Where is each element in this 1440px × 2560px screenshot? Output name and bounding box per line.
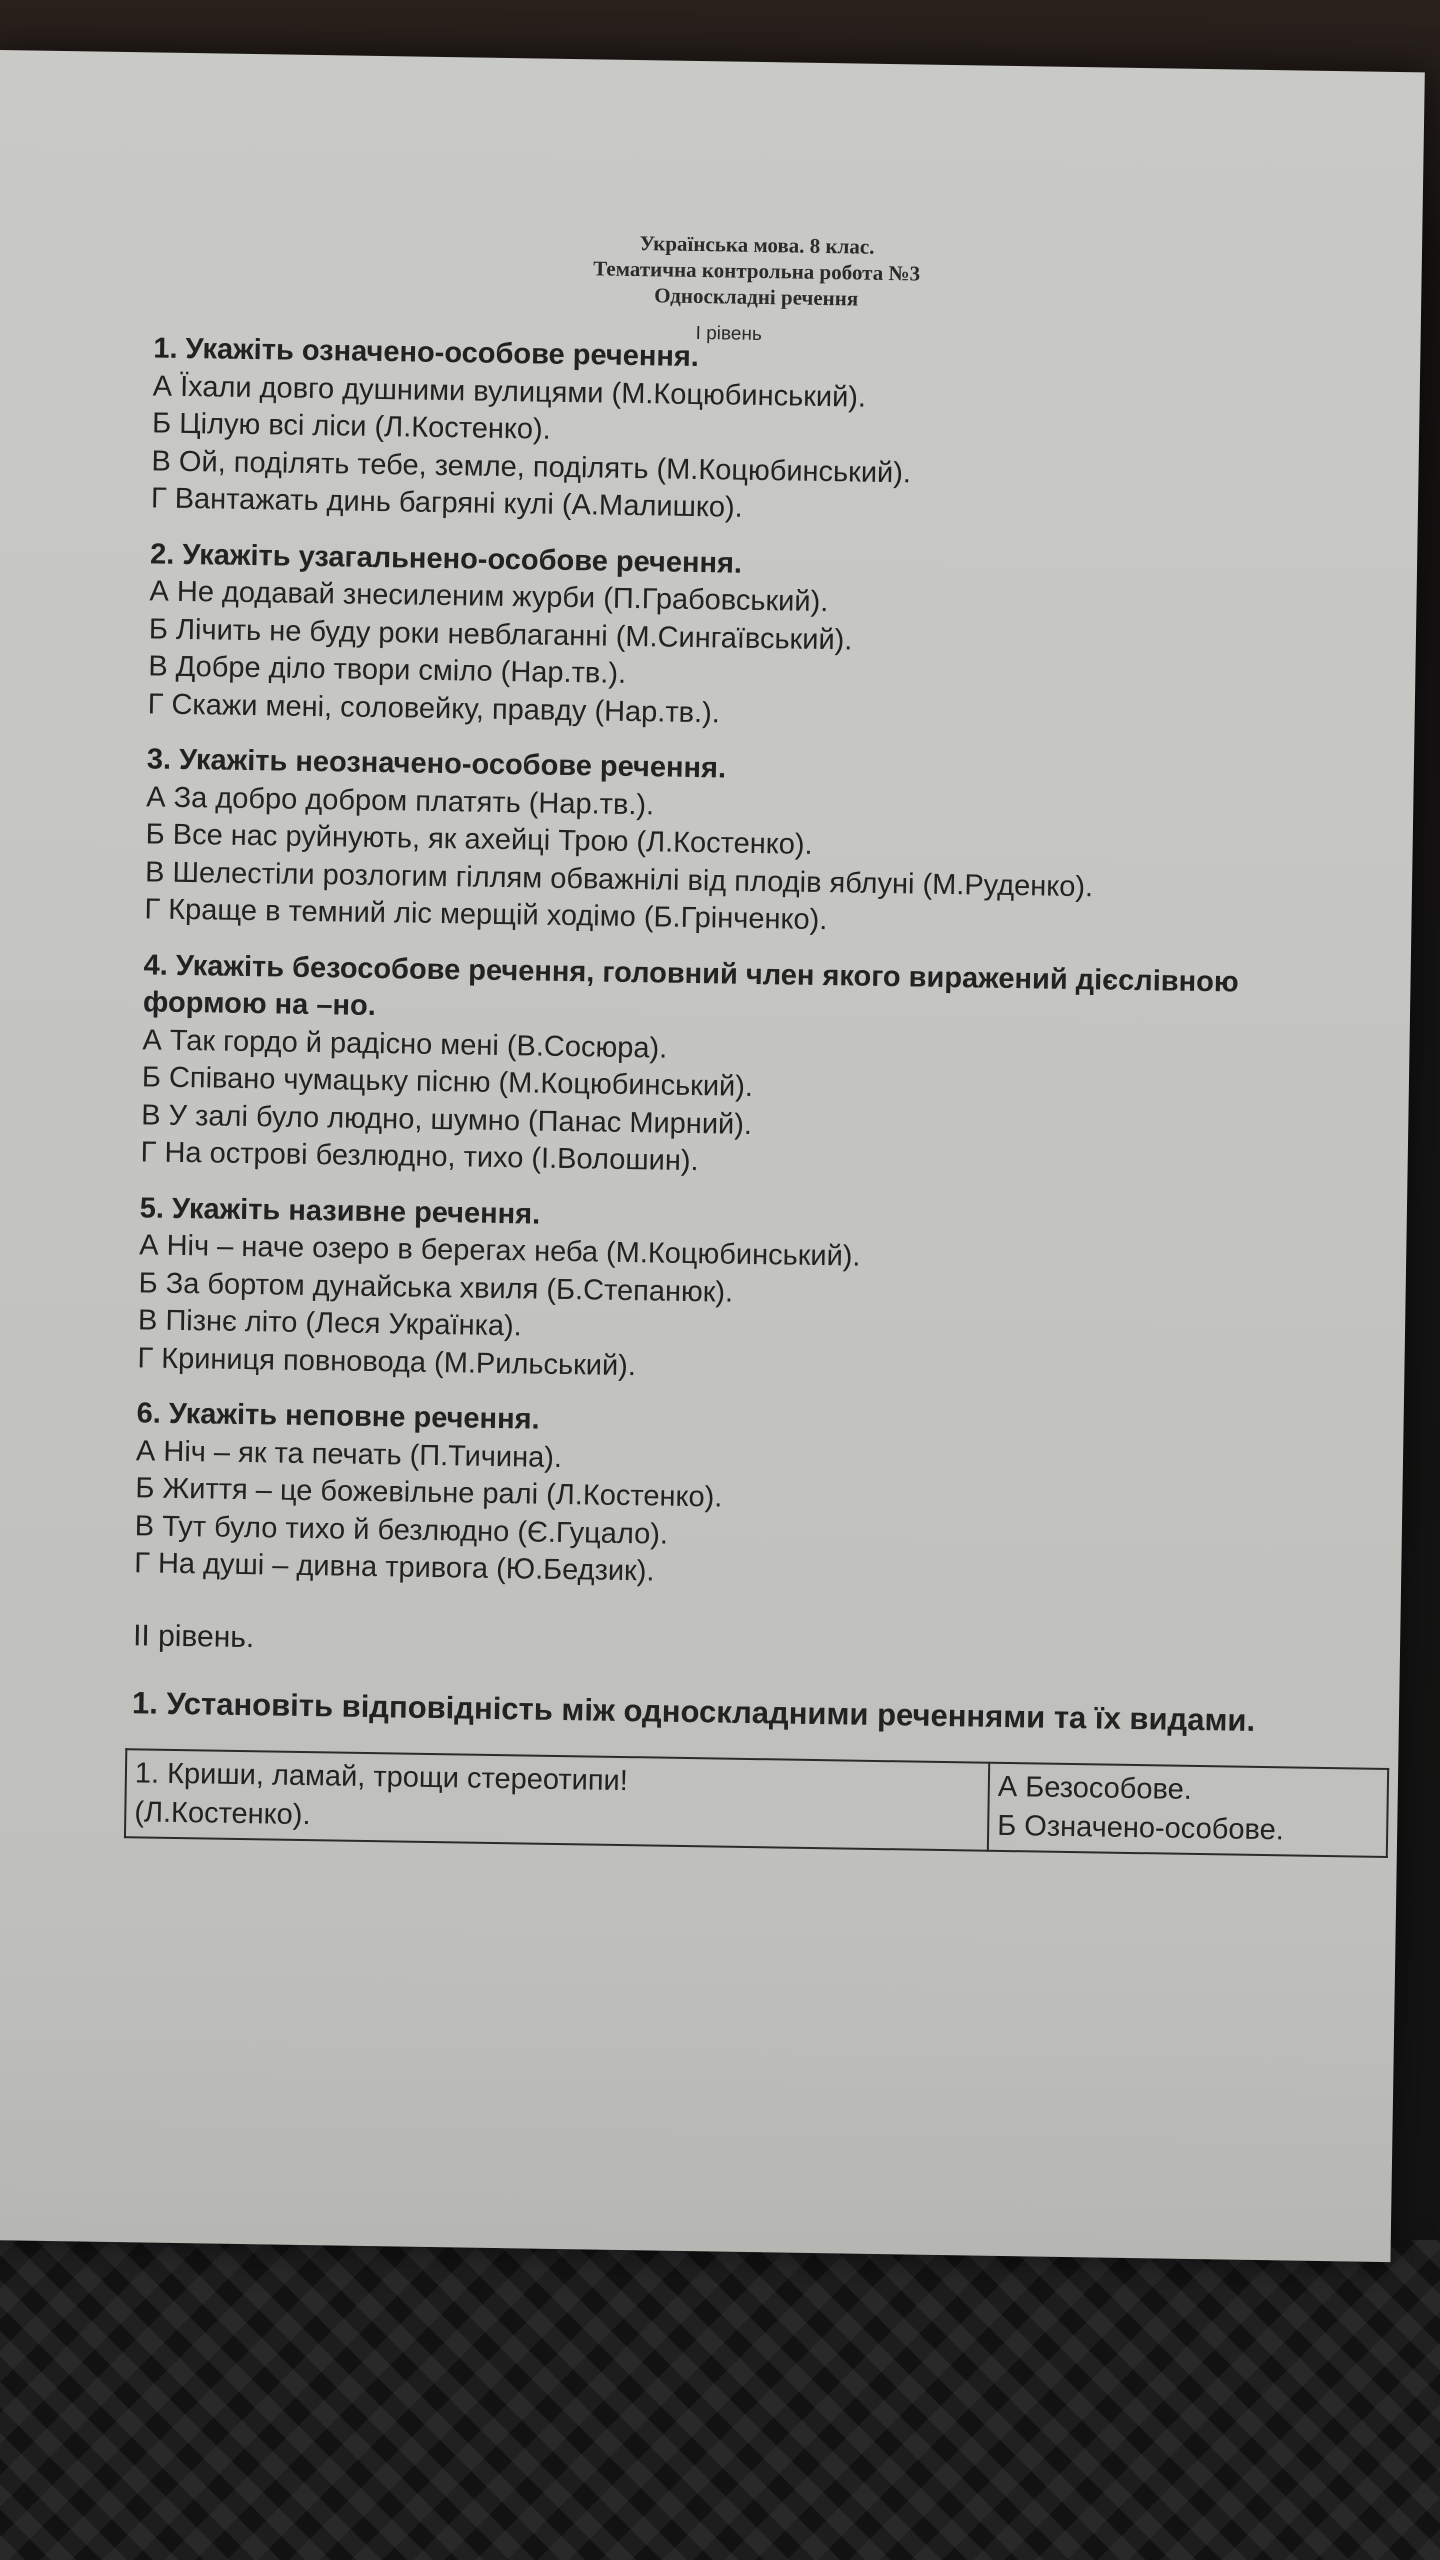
answer-option: Г Скажи мені, соловейку, правду (Нар.тв.).	[147, 687, 721, 729]
fabric-background	[0, 2240, 1440, 2560]
sentence-source: (Л.Костенко).	[134, 1796, 311, 1832]
sentence-cell	[125, 1749, 989, 1851]
answer-option: В У залі було людно, шумно (Панас Мирний).	[141, 1098, 753, 1141]
answer-option: Б Співано чумацьку пісню (М.Коцюбинський).	[141, 1061, 754, 1103]
question-title: 4. Укажіть безособове речення, головний член якого виражений дієслівною формою на –но.	[142, 948, 1239, 1023]
matching-task-title: 1. Установіть відповідність між односкладними реченнями та їх видами.	[131, 1685, 1256, 1738]
header-subject: Українська мова. 8 клас.	[639, 231, 875, 259]
matching-table	[124, 1748, 1389, 1858]
question-1	[151, 330, 1354, 536]
answer-option: А Ніч – наче озеро в берегах неба (М.Коцюбинський).	[138, 1229, 861, 1273]
answer-option: Б Лічить не буду роки невблаганні (М.Сингаївський).	[148, 612, 853, 656]
sentence-text: 1. Криши, ламай, трощи стереотипи!	[134, 1757, 629, 1798]
answer-option: Г Вантажать динь багряні кулі (А.Малишко).	[150, 482, 744, 524]
answer-option: В Пізнє літо (Леся Українка).	[137, 1304, 523, 1343]
answer-option: Г Краще в темний ліс мерщій ходімо (Б.Грінченко).	[144, 893, 828, 937]
level-one-label: І рівень	[695, 322, 762, 345]
question-title: 6. Укажіть неповне речення.	[136, 1397, 540, 1436]
level-two-label: ІІ рівень.	[132, 1618, 255, 1654]
question-2	[147, 536, 1350, 742]
answer-option: Б Цілую всі ліси (Л.Костенко).	[151, 407, 551, 446]
answer-option: Г На душі – дивна тривога (Ю.Бедзик).	[133, 1547, 655, 1588]
question-title: 2. Укажіть узагальнено-особове речення.	[149, 537, 743, 580]
answer-option: В Шелестіли розлогим гіллям обважнілі від плодів яблуні (М.Руденко).	[144, 855, 1094, 903]
question-4	[140, 947, 1343, 1191]
test-sheet	[0, 50, 1425, 2262]
header-test-title: Тематична контрольна робота №3	[592, 256, 921, 286]
question-title: 5. Укажіть називне речення.	[139, 1191, 541, 1231]
answer-option: А Ніч – як та печать (П.Тичина).	[135, 1434, 563, 1474]
question-5	[137, 1190, 1340, 1396]
answer-option: Б Все нас руйнують, як ахейці Трою (Л.Костенко).	[145, 818, 813, 861]
answer-option: В Добре діло твори сміло (Нар.тв.).	[148, 650, 627, 690]
question-title: 1. Укажіть означено-особове речення.	[153, 332, 700, 374]
answer-option: В Ой, поділять тебе, земле, поділять (М.Коцюбинський).	[151, 444, 912, 489]
answer-option: А За добро добром платять (Нар.тв.).	[146, 780, 655, 821]
types-cell	[988, 1763, 1388, 1857]
question-3	[144, 741, 1347, 947]
type-option: А Безособове.	[997, 1770, 1193, 1806]
sheet-header	[356, 226, 1157, 317]
answer-option: А Не додавай знесиленим журби (П.Грабовський).	[149, 575, 829, 619]
type-option: Б Означено-особове.	[996, 1809, 1285, 1847]
answer-option: А Їхали довго душними вулицями (М.Коцюбинський).	[152, 369, 867, 414]
header-topic: Односкладні речення	[654, 283, 859, 311]
question-title: 3. Укажіть неозначено-особове речення.	[146, 743, 727, 785]
answer-option: В Тут було тихо й безлюдно (Є.Гуцало).	[134, 1509, 669, 1551]
answer-option: Г На острові безлюдно, тихо (І.Волошин).	[140, 1136, 699, 1178]
table-row	[125, 1749, 1388, 1857]
answer-option: Г Криниця повновода (М.Рильський).	[137, 1341, 637, 1382]
answer-option: Б Життя – це божевільне ралі (Л.Костенко).	[135, 1472, 723, 1514]
questions-block	[130, 330, 1354, 1857]
answer-option: Б За бортом дунайська хвиля (Б.Степанюк).	[138, 1266, 734, 1309]
answer-option: А Так гордо й радісно мені (В.Сосюра).	[142, 1023, 668, 1065]
question-6	[134, 1395, 1337, 1601]
